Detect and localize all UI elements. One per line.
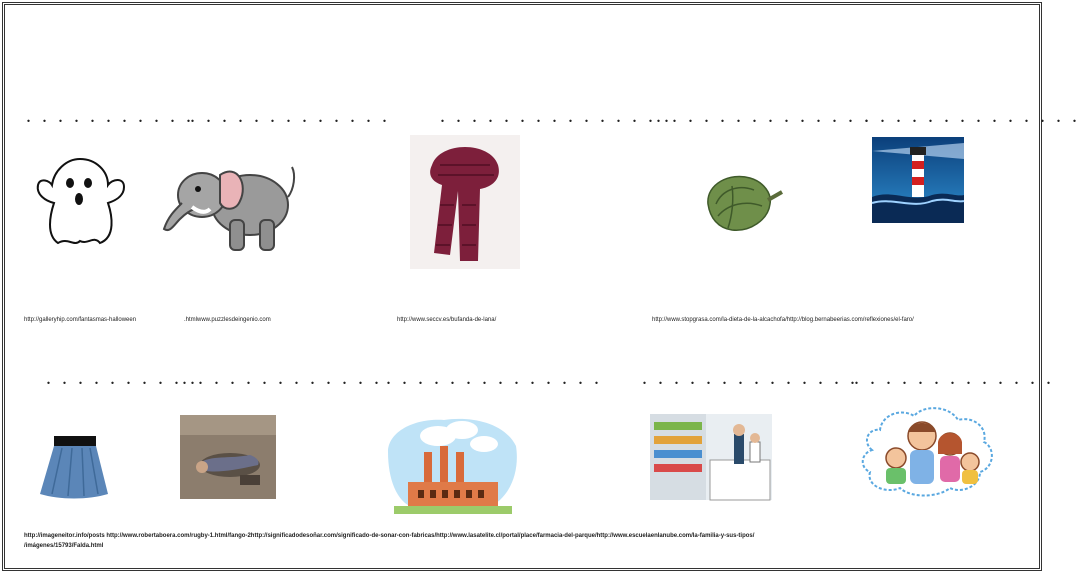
blank-9: . . . . . . . . . . . . . . [642,367,858,389]
blank-8: . . . . . . . . . . . . . . [386,367,602,389]
artichoke-icon [702,170,784,236]
blank-3: . . . . . . . . . . . . . . . [440,105,672,127]
skirt-icon [38,432,110,502]
caption-row2-urls-cont: /imágenes/15793/Falda.html [24,543,104,549]
scarf-icon [410,135,520,269]
blank-10: . . . . . . . . . . . . . [854,367,1054,389]
caption-elephant-url: .htmlwww.puzzlesdeingenio.com [184,317,271,323]
caption-scarf-url: http://www.seccv.es/bufanda-de-lana/ [397,317,497,323]
blank-4: . . . . . . . . . . . . . . [656,105,872,127]
caption-row2-urls: http://imageneitor.info/posts http://www.robertaboera.com/rugby-1.html/fango-2http://significadodesoñar.com/significado-de-sonar-con-fabricas/http://www.lasatelite.cl/portal/place/farmacia-del-parque/http://www.escuelaenlanube.com/la-familia-y-sus-tipos/ [24,533,755,539]
blank-6: . . . . . . . . . . [46,367,198,389]
family-icon [858,402,998,498]
lighthouse-icon [872,137,964,223]
blank-7: . . . . . . . . . . . . . [182,367,382,389]
elephant-icon [160,155,300,255]
ghost-icon [28,155,132,251]
mud-photo-icon [180,415,276,499]
blank-2: . . . . . . . . . . . . . [190,105,390,127]
blank-1: . . . . . . . . . . . [26,105,194,127]
caption-ghost-url: http://galleryhip.com/fantasmas-halloween [24,317,137,323]
pharmacy-photo-icon [650,414,772,500]
caption-artichoke-lighthouse-url: http://www.stopgrasa.com/la-dieta-de-la-alcachofa/http://blog.bernabeerias.com/reflexiones/el-faro/ [652,317,914,323]
blank-5: . . . . . . . . . . . . . . [864,105,1080,127]
factory-icon [384,412,520,516]
